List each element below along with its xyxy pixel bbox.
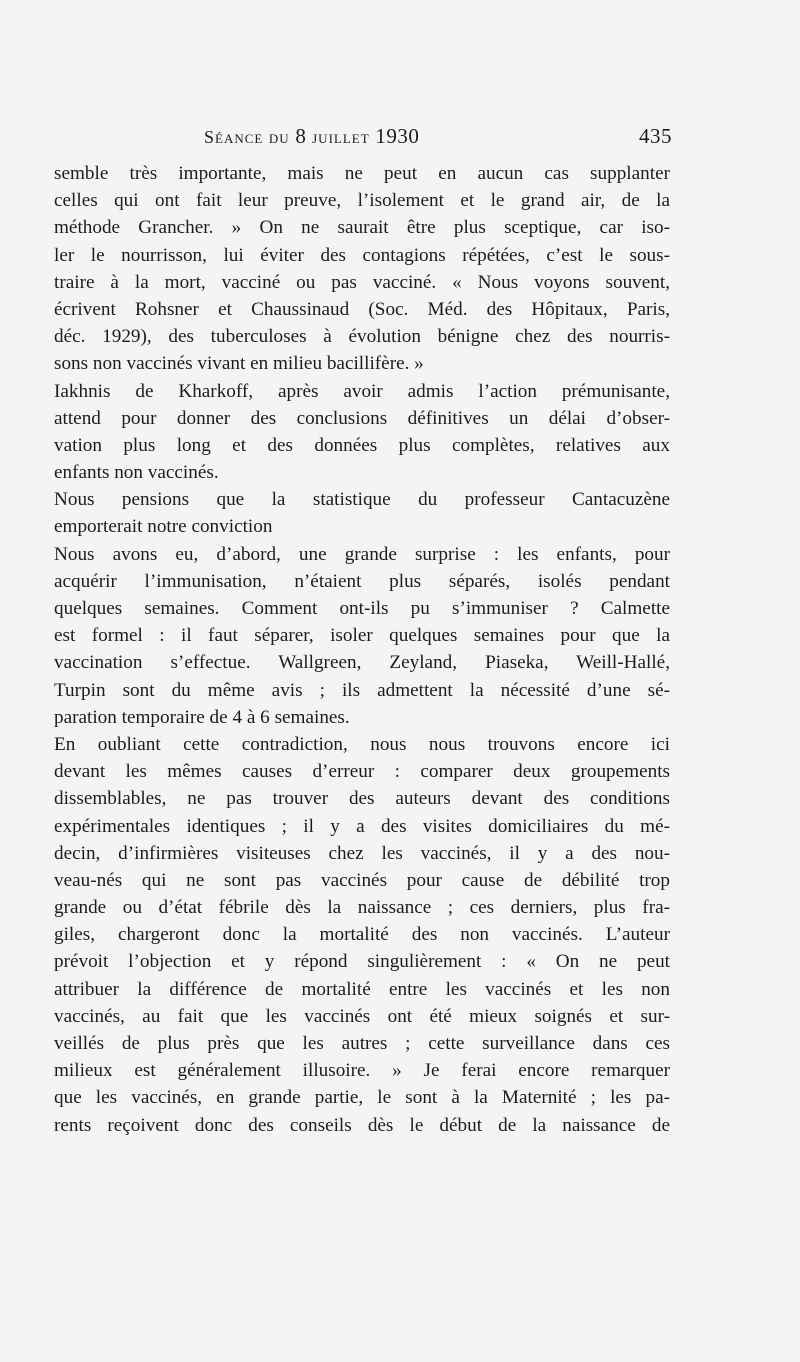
text-line: acquérir l’immunisation, n’étaient plus séparés, isolés pendant — [54, 570, 670, 592]
text-line: prévoit l’objection et y répond singulièrement : « On ne peut — [54, 951, 670, 973]
text-line: enfants non vaccinés. — [54, 462, 219, 484]
running-title-month: juillet — [312, 127, 370, 147]
text-line: méthode Grancher. » On ne saurait être plus sceptique, car iso- — [54, 217, 670, 239]
page-number: 435 — [639, 124, 672, 148]
document-page — [54, 122, 670, 1139]
text-line: paration temporaire de 4 à 6 semaines. — [54, 706, 350, 728]
body-text — [54, 160, 670, 1139]
running-title-year: 1930 — [375, 124, 420, 148]
text-line: écrivent Rohsner et Chaussinaud (Soc. Méd. des Hôpitaux, Paris, — [54, 298, 670, 320]
text-line: attribuer la différence de mortalité entre les vaccinés et les non — [54, 978, 670, 1000]
text-line: Nous avons eu, d’abord, une grande surprise : les enfants, pour — [54, 543, 670, 565]
text-line: vaccination s’effectue. Wallgreen, Zeyland, Piaseka, Weill-Hallé, — [54, 652, 670, 674]
text-line: emporterait notre conviction — [54, 516, 273, 538]
text-line: Nous pensions que la statistique du professeur Cantacuzène — [54, 489, 670, 511]
running-title-day: 8 — [295, 124, 307, 148]
text-line: grande ou d’état fébrile dès la naissance ; ces derniers, plus fra- — [54, 897, 670, 919]
text-line: attend pour donner des conclusions définitives un délai d’obser- — [54, 407, 670, 429]
text-line: quelques semaines. Comment ont-ils pu s’immuniser ? Calmette — [54, 598, 670, 619]
text-line: En oubliant cette contradiction, nous nous trouvons encore ici — [54, 733, 670, 755]
running-title — [204, 124, 419, 149]
text-line: devant les mêmes causes d’erreur : comparer deux groupements — [54, 761, 670, 783]
text-line: Iakhnis de Kharkoff, après avoir admis l’action prémunisante, — [54, 380, 670, 402]
running-header — [54, 122, 670, 160]
text-line: sons non vaccinés vivant en milieu bacillifère. » — [54, 353, 424, 375]
text-line: veau-nés qui ne sont pas vaccinés pour cause de débilité trop — [54, 869, 670, 891]
running-title-prefix: Séance du — [204, 127, 290, 147]
text-line: giles, chargeront donc la mortalité des non vaccinés. L’auteur — [54, 924, 670, 946]
text-line: dissemblables, ne pas trouver des auteurs devant des conditions — [54, 788, 670, 810]
text-line: rents reçoivent donc des conseils dès le début de la naissance de — [54, 1114, 670, 1136]
text-line: vation plus long et des données plus complètes, relatives aux — [54, 434, 670, 456]
text-line: veillés de plus près que les autres ; cette surveillance dans ces — [54, 1033, 670, 1054]
text-line: ler le nourrisson, lui éviter des contagions répétées, c’est le sous- — [54, 244, 670, 266]
text-line: que les vaccinés, en grande partie, le sont à la Maternité ; les pa- — [54, 1087, 670, 1109]
text-line: traire à la mort, vacciné ou pas vacciné. « Nous voyons souvent, — [54, 271, 670, 293]
text-line: est formel : il faut séparer, isoler quelques semaines pour que la — [54, 625, 670, 647]
text-line: Turpin sont du même avis ; ils admettent la nécessité d’une sé- — [54, 679, 670, 701]
text-line: decin, d’infirmières visiteuses chez les vaccinés, il y a des nou- — [54, 842, 670, 864]
text-line: expérimentales identiques ; il y a des visites domiciliaires du mé- — [54, 815, 670, 837]
text-line: semble très importante, mais ne peut en aucun cas supplanter — [54, 163, 670, 184]
text-line: celles qui ont fait leur preuve, l’isolement et le grand air, de la — [54, 190, 670, 212]
text-line: déc. 1929), des tuberculoses à évolution bénigne chez des nourris- — [54, 326, 670, 348]
text-line: vaccinés, au fait que les vaccinés ont été mieux soignés et sur- — [54, 1005, 670, 1027]
text-line: milieux est généralement illusoire. » Je ferai encore remarquer — [54, 1060, 670, 1082]
